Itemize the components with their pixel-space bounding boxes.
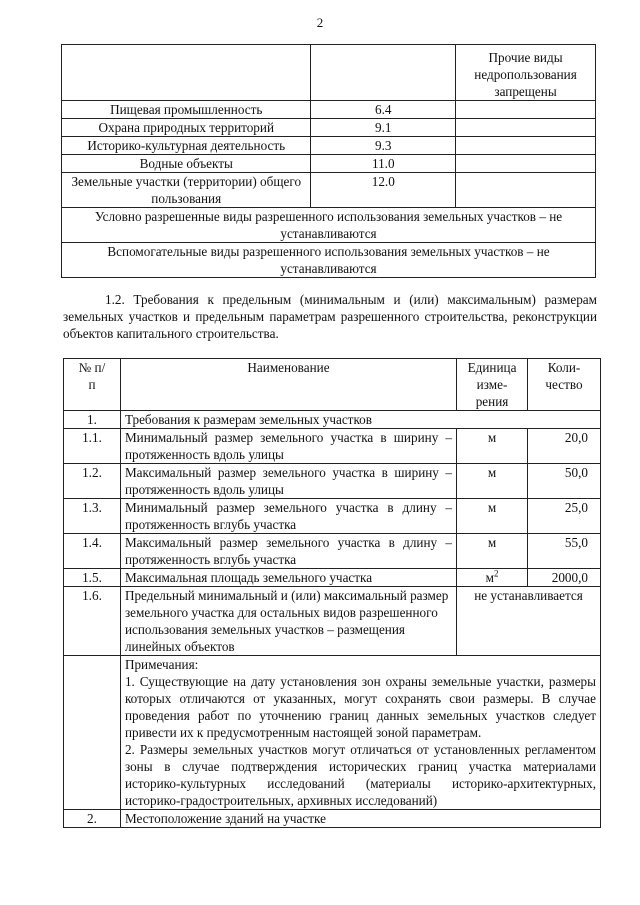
table-row bbox=[64, 499, 601, 534]
table-row bbox=[64, 411, 601, 429]
col-header-unit: Единица изме- рения bbox=[457, 359, 528, 411]
row-qty: 55,0 bbox=[528, 534, 601, 569]
use-code: 9.3 bbox=[311, 137, 456, 155]
section-paragraph: 1.2. Требования к предельным (минимальным и (или) максимальным) размерам земельных участков и предельным параметрам разрешенного строительства, реконструкции объектов капитального строительства. bbox=[63, 292, 597, 341]
unit-superscript: 2 bbox=[493, 568, 499, 579]
row-name: Предельный минимальный и (или) максимальный размер земельного участка для остальных видов разрешенного использования земельных участков – размещения линейных объектов bbox=[120, 587, 456, 656]
table-row bbox=[62, 119, 596, 137]
row-num: 1.1. bbox=[64, 429, 121, 464]
row-name: Максимальный размер земельного участка в длину – протяженность вглубь участка bbox=[120, 534, 456, 569]
header-right-cell: Прочие виды недропользования запрещены bbox=[456, 45, 596, 101]
table-row bbox=[62, 173, 596, 208]
table-row bbox=[62, 208, 596, 243]
row-num: 1.3. bbox=[64, 499, 121, 534]
auxiliary-uses: Вспомогательные виды разрешенного использования земельных участков – не устанавливаются bbox=[62, 243, 596, 278]
table-row bbox=[62, 45, 596, 101]
use-name: Земельные участки (территории) общего пользования bbox=[62, 173, 311, 208]
row-num: 1.5. bbox=[64, 569, 121, 587]
use-name: Историко-культурная деятельность bbox=[62, 137, 311, 155]
notes-row bbox=[64, 656, 601, 810]
row-num: 1.6. bbox=[64, 587, 121, 656]
notes-title: Примечания: bbox=[124, 657, 199, 672]
use-name: Охрана природных территорий bbox=[62, 119, 311, 137]
table-row bbox=[62, 243, 596, 278]
note-1: 1. Существующие на дату установления зон охраны земельные участки, размеры которых отличаются от указанных, могут сохранять свои размеры. В случае проведения работ по уточнению границ данных земельных участков следует привести их к предусмотренным настоящей зоной параметрам. bbox=[124, 674, 596, 740]
row-unit: м bbox=[457, 499, 528, 534]
table-row bbox=[64, 569, 601, 587]
row-num: 1.2. bbox=[64, 464, 121, 499]
col-header-qty: Коли- чество bbox=[528, 359, 601, 411]
use-name: Пищевая промышленность bbox=[62, 101, 311, 119]
row-name: Минимальный размер земельного участка в ширину – протяженность вдоль улицы bbox=[120, 429, 456, 464]
row-qty: 25,0 bbox=[528, 499, 601, 534]
table-row bbox=[64, 429, 601, 464]
table-row bbox=[62, 101, 596, 119]
row-unit: м bbox=[457, 464, 528, 499]
notes-cell bbox=[120, 656, 600, 810]
row-unit: м bbox=[457, 429, 528, 464]
table-row bbox=[64, 464, 601, 499]
row-num: 2. bbox=[64, 810, 121, 828]
parameters-table bbox=[63, 358, 601, 828]
table-row bbox=[64, 534, 601, 569]
table-header-row bbox=[64, 359, 601, 411]
row-name: Требования к размерам земельных участков bbox=[120, 411, 600, 429]
use-code: 6.4 bbox=[311, 101, 456, 119]
col-header-num: № п/п bbox=[64, 359, 121, 411]
row-name: Максимальная площадь земельного участка bbox=[120, 569, 456, 587]
use-code: 12.0 bbox=[311, 173, 456, 208]
row-unit: м bbox=[457, 534, 528, 569]
note-2: 2. Размеры земельных участков могут отличаться от установленных регламентом зоны в случае подтверждения исторических границ участка материалами историко-культурных исследований (материалы историко-архитектурных, историко-градостроительных, архивных исследований) bbox=[124, 742, 596, 808]
conditional-uses: Условно разрешенные виды разрешенного использования земельных участков – не устанавливаются bbox=[62, 208, 596, 243]
row-qty: 20,0 bbox=[528, 429, 601, 464]
table-row bbox=[64, 810, 601, 828]
col-header-name: Наименование bbox=[120, 359, 456, 411]
row-qty: 2000,0 bbox=[528, 569, 601, 587]
row-merged-value: не устанавливается bbox=[457, 587, 601, 656]
permitted-uses-table bbox=[61, 44, 596, 278]
row-qty: 50,0 bbox=[528, 464, 601, 499]
table-row bbox=[64, 587, 601, 656]
row-num: 1.4. bbox=[64, 534, 121, 569]
table-row bbox=[62, 137, 596, 155]
row-num: 1. bbox=[64, 411, 121, 429]
use-code: 11.0 bbox=[311, 155, 456, 173]
row-name: Максимальный размер земельного участка в ширину – протяженность вдоль улицы bbox=[120, 464, 456, 499]
use-name: Водные объекты bbox=[62, 155, 311, 173]
row-name: Местоположение зданий на участке bbox=[120, 810, 600, 828]
row-name: Минимальный размер земельного участка в длину – протяженность вглубь участка bbox=[120, 499, 456, 534]
page-number: 2 bbox=[316, 15, 324, 30]
row-unit: $м^2$ bbox=[457, 569, 528, 587]
table-row bbox=[62, 155, 596, 173]
use-code: 9.1 bbox=[311, 119, 456, 137]
